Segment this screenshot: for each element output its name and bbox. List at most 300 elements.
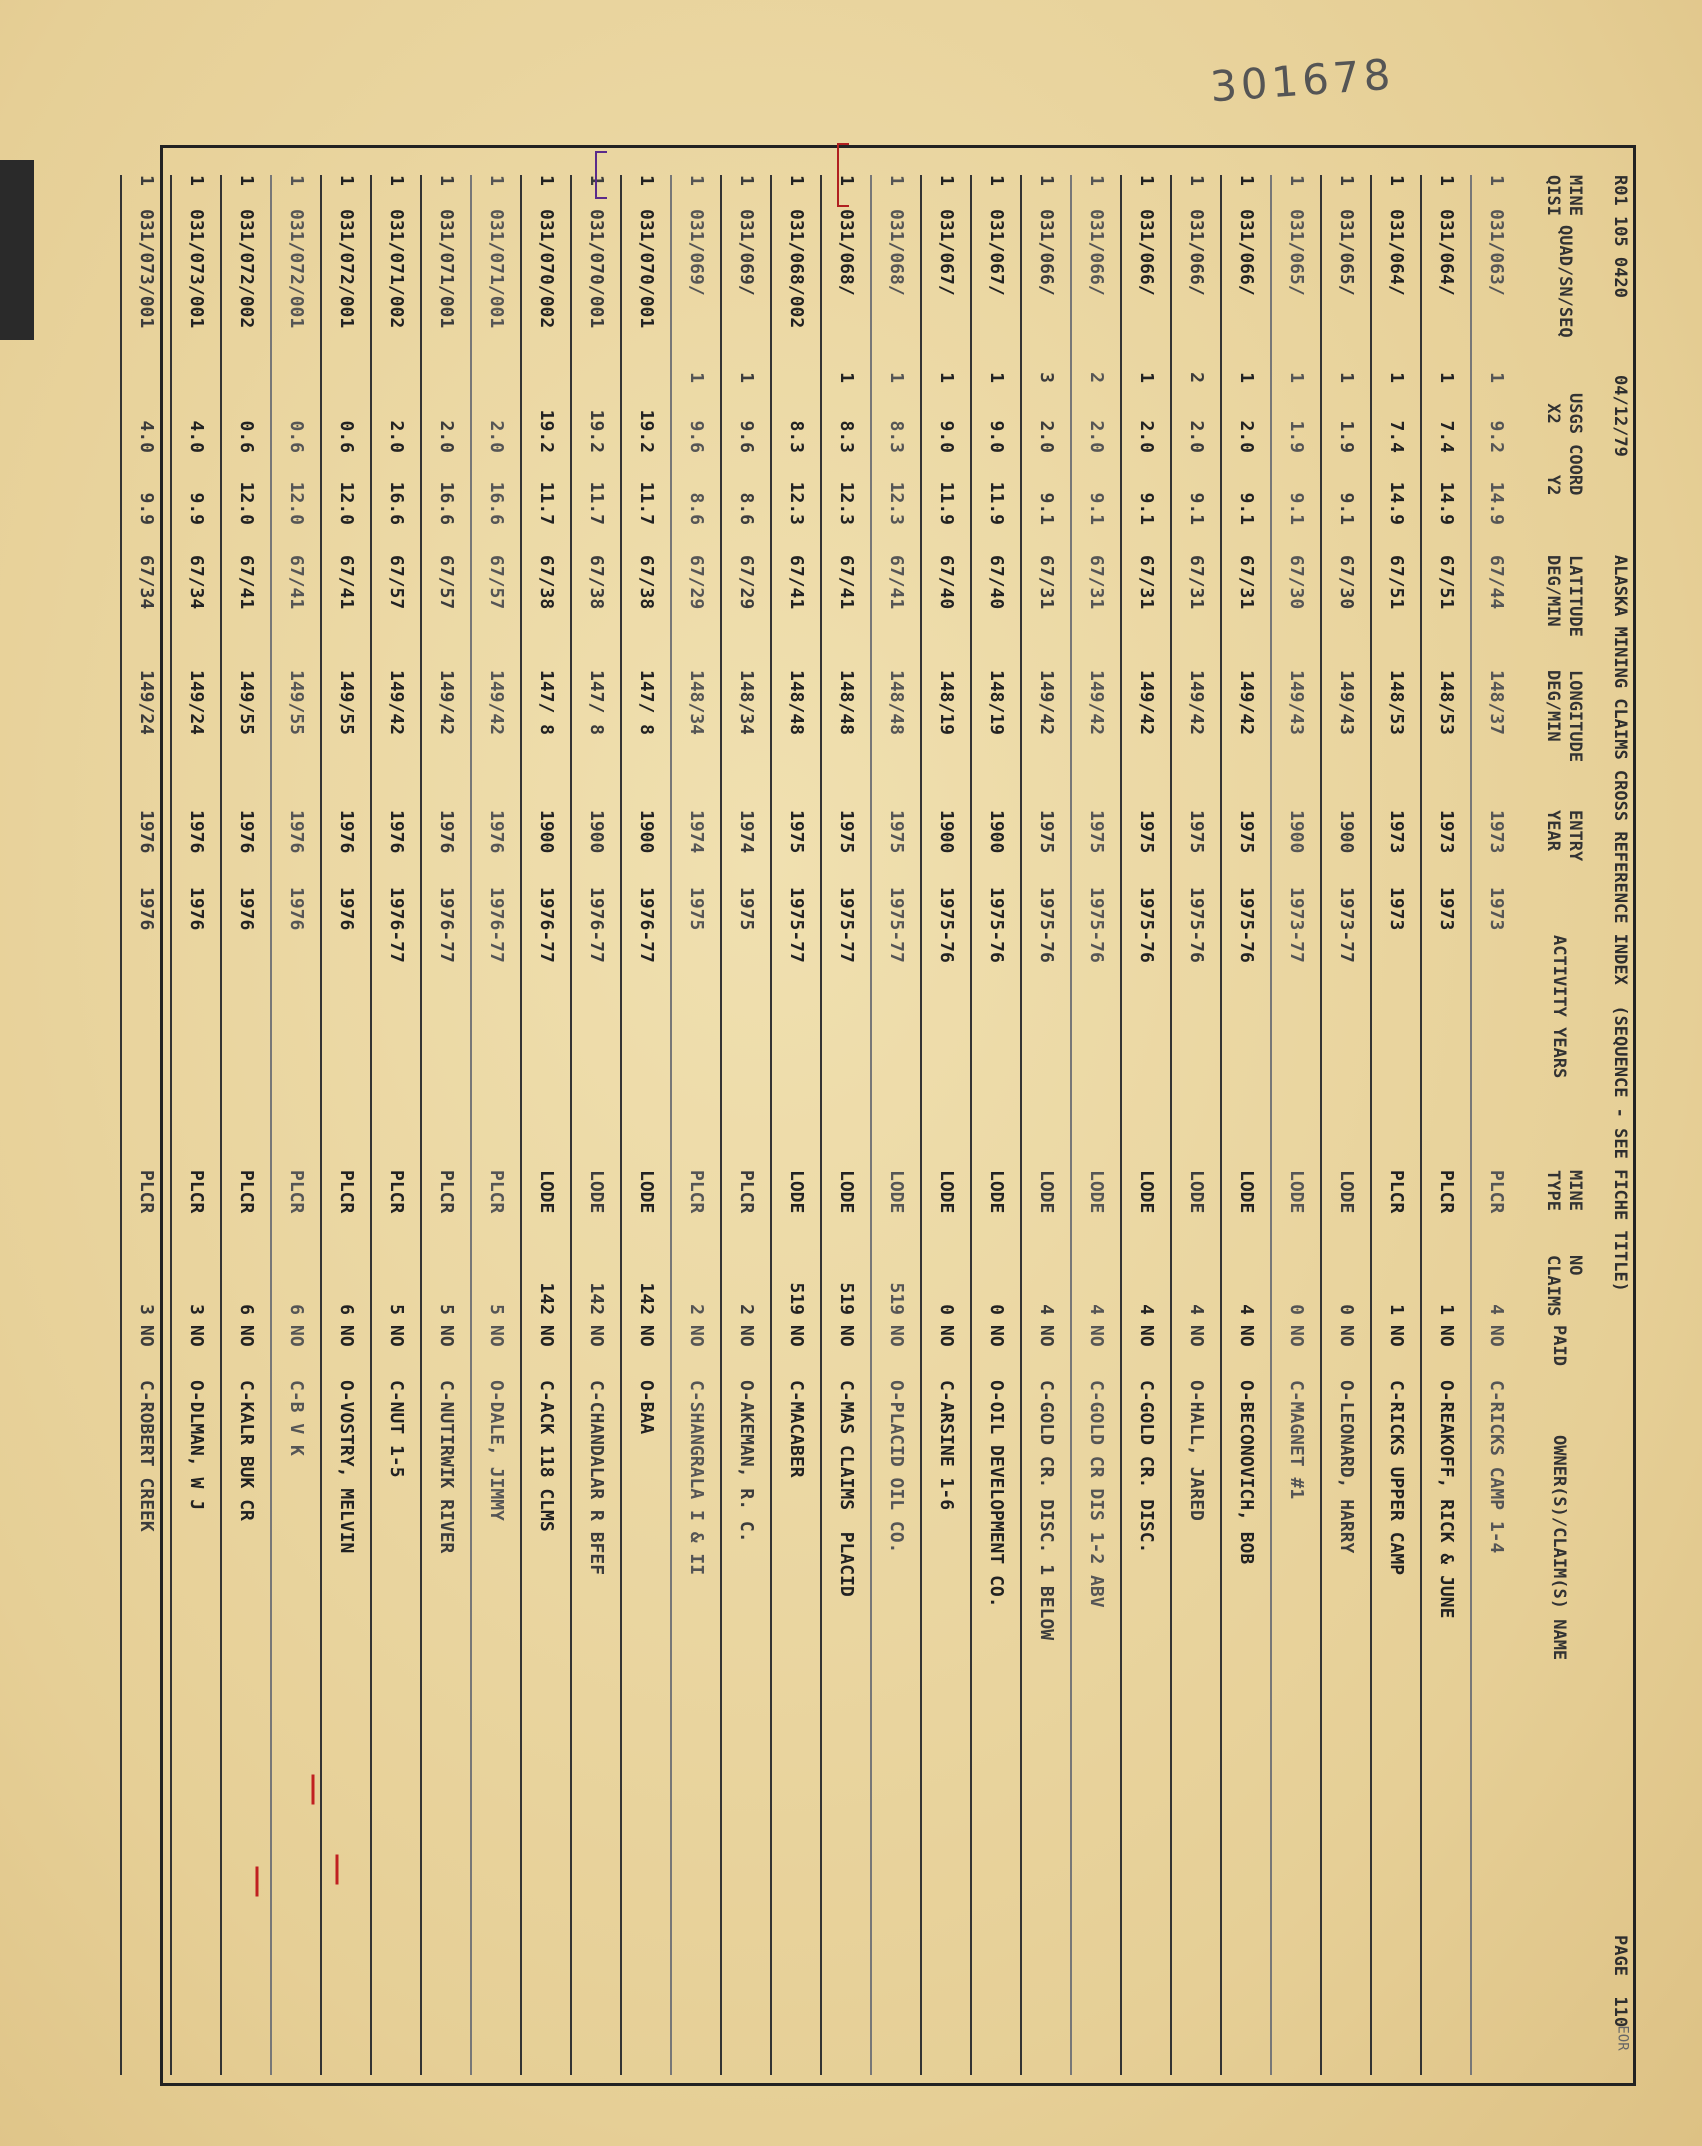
cell-mine: 1: [1286, 175, 1307, 186]
table-row: [1320, 175, 1370, 2075]
cell-mine: 1: [286, 175, 307, 186]
cell-entry: 1975: [1086, 810, 1107, 854]
table-row: [370, 175, 420, 2075]
cell-paid: NO: [486, 1325, 507, 1347]
cell-activity: 1976-77: [536, 887, 557, 963]
cell-entry: 1976: [386, 810, 407, 854]
col-lon: LONGITUDE DEG/MIN: [1543, 670, 1585, 763]
cell-entry: 1974: [736, 810, 757, 854]
cell-lat: 67/41: [836, 555, 857, 610]
table-row: [220, 175, 270, 2075]
cell-paid: NO: [936, 1325, 957, 1347]
cell-activity: 1973-77: [1286, 887, 1307, 963]
cell-entry: 1976: [236, 810, 257, 854]
cell-x: 9.0: [986, 420, 1007, 453]
cell-claims: 5: [386, 1304, 407, 1315]
cell-x: 1.9: [1336, 420, 1357, 453]
cell-activity: 1976: [236, 887, 257, 931]
cell-paid: NO: [236, 1325, 257, 1347]
cell-type: LODE: [1036, 1170, 1057, 1214]
cell-lat: 67/40: [986, 555, 1007, 610]
cell-lon: 149/43: [1286, 670, 1307, 736]
cell-y: 14.9: [1486, 481, 1507, 525]
cell-lat: 67/38: [586, 555, 607, 610]
cell-paid: NO: [1486, 1325, 1507, 1347]
cell-claims: 4: [1486, 1304, 1507, 1315]
cell-type: LODE: [1236, 1170, 1257, 1214]
cell-quad: 031/067/: [936, 209, 957, 296]
table-row: [1070, 175, 1120, 2075]
cell-claims: 1: [1436, 1304, 1457, 1315]
table-row: [1170, 175, 1220, 2075]
cell-mine: 1: [636, 175, 657, 186]
cell-quad: 031/063/: [1486, 209, 1507, 296]
cell-x: 9.0: [936, 420, 957, 453]
cell-activity: 1975-76: [1186, 887, 1207, 963]
cell-seq: 1: [736, 372, 757, 383]
cell-x: 7.4: [1386, 420, 1407, 453]
cell-type: PLCR: [486, 1170, 507, 1214]
cell-lat: 67/34: [136, 555, 157, 610]
cell-lat: 67/41: [336, 555, 357, 610]
cell-quad: 031/068/: [836, 209, 857, 296]
cell-lat: 67/41: [786, 555, 807, 610]
cell-paid: NO: [536, 1325, 557, 1347]
cell-lat: 67/31: [1236, 555, 1257, 610]
cell-seq: 1: [886, 372, 907, 383]
cell-quad: 031/068/: [886, 209, 907, 296]
cell-x: 2.0: [1236, 420, 1257, 453]
cell-owner: O-VOSTRY, MELVIN: [336, 1380, 357, 1554]
col-lat: LATITUDE DEG/MIN: [1543, 555, 1585, 637]
cell-lat: 67/51: [1436, 555, 1457, 610]
cell-y: 8.6: [736, 492, 757, 525]
cell-owner: C-CHANDALAR R BFEF: [586, 1380, 607, 1576]
cell-mine: 1: [386, 175, 407, 186]
cell-paid: NO: [1236, 1325, 1257, 1347]
cell-activity: 1975: [736, 887, 757, 931]
cell-entry: 1900: [936, 810, 957, 854]
cell-activity: 1975-77: [886, 887, 907, 963]
cell-lon: 148/19: [986, 670, 1007, 736]
cell-activity: 1976-77: [386, 887, 407, 963]
table-row: [1270, 175, 1320, 2075]
cell-lat: 67/30: [1286, 555, 1307, 610]
table-row: [120, 175, 170, 2075]
cell-y: 14.9: [1386, 481, 1407, 525]
cell-x: 0.6: [286, 420, 307, 453]
cell-type: LODE: [586, 1170, 607, 1214]
cell-x: 19.2: [636, 409, 657, 453]
cell-entry: 1975: [1236, 810, 1257, 854]
table-row: [1470, 175, 1520, 2075]
cell-seq: 1: [1436, 372, 1457, 383]
table-row: [1220, 175, 1270, 2075]
cell-owner: C-RICKS CAMP 1-4: [1486, 1380, 1507, 1554]
cell-activity: 1975-76: [936, 887, 957, 963]
cell-paid: NO: [636, 1325, 657, 1347]
cell-entry: 1973: [1386, 810, 1407, 854]
cell-lat: 67/41: [286, 555, 307, 610]
cell-lat: 67/41: [886, 555, 907, 610]
cell-owner: O-BAA: [636, 1380, 657, 1435]
table-row: [320, 175, 370, 2075]
cell-quad: 031/072/002: [236, 209, 257, 329]
cell-claims: 142: [586, 1282, 607, 1315]
cell-x: 2.0: [486, 420, 507, 453]
cell-paid: NO: [786, 1325, 807, 1347]
cell-lon: 148/48: [786, 670, 807, 736]
cell-lat: 67/38: [536, 555, 557, 610]
cell-entry: 1976: [186, 810, 207, 854]
cell-type: PLCR: [1486, 1170, 1507, 1214]
cell-type: PLCR: [1436, 1170, 1457, 1214]
cell-claims: 4: [1086, 1304, 1107, 1315]
cell-owner: O-PLACID OIL CO.: [886, 1380, 907, 1554]
cell-type: LODE: [1286, 1170, 1307, 1214]
cell-owner: C-ROBERT CREEK: [136, 1380, 157, 1532]
cell-y: 14.9: [1436, 481, 1457, 525]
cell-claims: 6: [236, 1304, 257, 1315]
cell-owner: C-SHANGRALA I & II: [686, 1380, 707, 1576]
cell-seq: 1: [1286, 372, 1307, 383]
col-paid: PAID: [1549, 1325, 1569, 1366]
cell-type: LODE: [536, 1170, 557, 1214]
cell-lat: 67/31: [1136, 555, 1157, 610]
cell-paid: NO: [1386, 1325, 1407, 1347]
cell-lon: 147/ 8: [636, 670, 657, 736]
cell-x: 2.0: [1136, 420, 1157, 453]
cell-lat: 67/40: [936, 555, 957, 610]
cell-lon: 149/42: [386, 670, 407, 736]
cell-mine: 1: [1336, 175, 1357, 186]
table-row: [1370, 175, 1420, 2075]
cell-x: 2.0: [1086, 420, 1107, 453]
cell-mine: 1: [886, 175, 907, 186]
cell-seq: 1: [836, 372, 857, 383]
cell-lon: 148/53: [1386, 670, 1407, 736]
cell-seq: 1: [1236, 372, 1257, 383]
cell-entry: 1975: [886, 810, 907, 854]
table-row: [670, 175, 720, 2075]
cell-y: 9.1: [1336, 492, 1357, 525]
cell-activity: 1976-77: [436, 887, 457, 963]
cell-claims: 4: [1236, 1304, 1257, 1315]
cell-y: 11.9: [936, 481, 957, 525]
cell-type: PLCR: [336, 1170, 357, 1214]
cell-owner: O-OIL DEVELOPMENT CO.: [986, 1380, 1007, 1608]
cell-quad: 031/067/: [986, 209, 1007, 296]
cell-y: 12.0: [236, 481, 257, 525]
cell-claims: 6: [286, 1304, 307, 1315]
cell-x: 4.0: [136, 420, 157, 453]
cell-x: 7.4: [1436, 420, 1457, 453]
cell-mine: 1: [1436, 175, 1457, 186]
cell-mine: 1: [1386, 175, 1407, 186]
cell-y: 11.7: [536, 481, 557, 525]
cell-entry: 1975: [1036, 810, 1057, 854]
table-row: [870, 175, 920, 2075]
cell-lon: 148/34: [686, 670, 707, 736]
cell-lon: 148/48: [836, 670, 857, 736]
cell-mine: 1: [836, 175, 857, 186]
cell-claims: 4: [1136, 1304, 1157, 1315]
cell-claims: 3: [136, 1304, 157, 1315]
cell-type: LODE: [836, 1170, 857, 1214]
red-bracket-mark: [837, 143, 849, 207]
cell-quad: 031/072/001: [286, 209, 307, 329]
cell-paid: NO: [136, 1325, 157, 1347]
table-row: [520, 175, 570, 2075]
cell-type: LODE: [936, 1170, 957, 1214]
cell-lon: 149/55: [336, 670, 357, 736]
cell-quad: 031/070/001: [586, 209, 607, 329]
cell-lat: 67/38: [636, 555, 657, 610]
cell-activity: 1975-77: [786, 887, 807, 963]
cell-x: 0.6: [236, 420, 257, 453]
cell-type: PLCR: [236, 1170, 257, 1214]
cell-entry: 1900: [1286, 810, 1307, 854]
cell-x: 2.0: [1186, 420, 1207, 453]
cell-entry: 1975: [786, 810, 807, 854]
cell-lon: 148/34: [736, 670, 757, 736]
cell-paid: NO: [286, 1325, 307, 1347]
cell-claims: 0: [986, 1304, 1007, 1315]
cell-mine: 1: [1036, 175, 1057, 186]
cell-activity: 1975: [686, 887, 707, 931]
cell-paid: NO: [586, 1325, 607, 1347]
cell-paid: NO: [886, 1325, 907, 1347]
cell-entry: 1973: [1486, 810, 1507, 854]
cell-mine: 1: [436, 175, 457, 186]
cell-paid: NO: [436, 1325, 457, 1347]
cell-seq: 1: [1336, 372, 1357, 383]
cell-claims: 2: [686, 1304, 707, 1315]
cell-type: LODE: [636, 1170, 657, 1214]
cell-x: 19.2: [536, 409, 557, 453]
cell-lat: 67/31: [1086, 555, 1107, 610]
table-row: [470, 175, 520, 2075]
cell-mine: 1: [486, 175, 507, 186]
cell-owner: O-REAKOFF, RICK & JUNE: [1436, 1380, 1457, 1619]
cell-owner: C-MACABER: [786, 1380, 807, 1478]
cell-y: 16.6: [386, 481, 407, 525]
cell-activity: 1975-76: [1236, 887, 1257, 963]
table-row: [820, 175, 870, 2075]
cell-lon: 149/42: [1236, 670, 1257, 736]
cell-entry: 1975: [1186, 810, 1207, 854]
cell-paid: NO: [186, 1325, 207, 1347]
cell-entry: 1900: [586, 810, 607, 854]
cell-mine: 1: [686, 175, 707, 186]
table-row: [1120, 175, 1170, 2075]
cell-y: 9.1: [1286, 492, 1307, 525]
table-row: [920, 175, 970, 2075]
cell-activity: 1976: [286, 887, 307, 931]
cell-type: PLCR: [286, 1170, 307, 1214]
cell-claims: 142: [636, 1282, 657, 1315]
report-date: 04/12/79: [1610, 375, 1630, 457]
cell-lat: 67/31: [1036, 555, 1057, 610]
cell-y: 11.9: [986, 481, 1007, 525]
cell-owner: C-RICKS UPPER CAMP: [1386, 1380, 1407, 1576]
col-claims: NO CLAIMS: [1543, 1255, 1585, 1317]
rotated-printout: [136, 175, 1630, 2075]
cell-seq: 1: [1136, 372, 1157, 383]
cell-owner: C-KALR BUK CR: [236, 1380, 257, 1521]
cell-claims: 4: [1186, 1304, 1207, 1315]
cell-lon: 149/24: [136, 670, 157, 736]
cell-mine: 1: [786, 175, 807, 186]
cell-y: 9.1: [1186, 492, 1207, 525]
cell-mine: 1: [536, 175, 557, 186]
cell-seq: 1: [986, 372, 1007, 383]
cell-type: LODE: [1336, 1170, 1357, 1214]
cell-x: 9.6: [686, 420, 707, 453]
cell-x: 19.2: [586, 409, 607, 453]
col-activity: ACTIVITY YEARS: [1549, 935, 1569, 1079]
cell-y: 9.9: [186, 492, 207, 525]
cell-claims: 0: [936, 1304, 957, 1315]
footer-eor: EOR: [1614, 2025, 1631, 2051]
cell-lat: 67/44: [1486, 555, 1507, 610]
cell-quad: 031/064/: [1436, 209, 1457, 296]
cell-y: 9.1: [1236, 492, 1257, 525]
report-id: R01 105 0420: [1610, 175, 1630, 298]
report-header: [1598, 175, 1630, 2075]
cell-lon: 149/42: [1086, 670, 1107, 736]
table-row: [1420, 175, 1470, 2075]
cell-y: 11.7: [636, 481, 657, 525]
cell-lat: 67/51: [1386, 555, 1407, 610]
cell-owner: O-AKEMAN, R. C.: [736, 1380, 757, 1543]
cell-seq: 1: [686, 372, 707, 383]
cell-lat: 67/57: [386, 555, 407, 610]
cell-paid: NO: [686, 1325, 707, 1347]
cell-x: 2.0: [436, 420, 457, 453]
cell-entry: 1976: [436, 810, 457, 854]
cell-quad: 031/068/002: [786, 209, 807, 329]
cell-y: 12.3: [836, 481, 857, 525]
cell-claims: 519: [786, 1282, 807, 1315]
cell-lat: 67/34: [186, 555, 207, 610]
cell-mine: 1: [936, 175, 957, 186]
cell-x: 1.9: [1286, 420, 1307, 453]
cell-quad: 031/066/: [1036, 209, 1057, 296]
cell-type: LODE: [1086, 1170, 1107, 1214]
cell-paid: NO: [1136, 1325, 1157, 1347]
cell-activity: 1976: [136, 887, 157, 931]
cell-mine: 1: [336, 175, 357, 186]
cell-owner: O-HALL, JARED: [1186, 1380, 1207, 1521]
cell-type: LODE: [886, 1170, 907, 1214]
cell-entry: 1975: [1136, 810, 1157, 854]
red-tick-mark: [336, 1855, 339, 1885]
cell-mine: 1: [1086, 175, 1107, 186]
cell-activity: 1976: [186, 887, 207, 931]
cell-y: 12.0: [286, 481, 307, 525]
cell-activity: 1976-77: [636, 887, 657, 963]
cell-lon: 147/ 8: [586, 670, 607, 736]
cell-lon: 149/55: [286, 670, 307, 736]
cell-activity: 1975-77: [836, 887, 857, 963]
cell-lat: 67/57: [436, 555, 457, 610]
claims-table: [120, 175, 1520, 2075]
cell-entry: 1976: [286, 810, 307, 854]
cell-y: 16.6: [486, 481, 507, 525]
cell-activity: 1973: [1436, 887, 1457, 931]
cell-lat: 67/57: [486, 555, 507, 610]
table-row: [970, 175, 1020, 2075]
cell-y: 9.1: [1136, 492, 1157, 525]
cell-type: LODE: [986, 1170, 1007, 1214]
cell-entry: 1900: [636, 810, 657, 854]
cell-paid: NO: [1436, 1325, 1457, 1347]
cell-seq: 1: [936, 372, 957, 383]
cell-x: 9.6: [736, 420, 757, 453]
cell-paid: NO: [1336, 1325, 1357, 1347]
cell-quad: 031/069/: [736, 209, 757, 296]
cell-y: 12.0: [336, 481, 357, 525]
cell-seq: 3: [1036, 372, 1057, 383]
cell-lat: 67/29: [736, 555, 757, 610]
cell-type: LODE: [1136, 1170, 1157, 1214]
document-id-stamp: 301678: [1208, 49, 1396, 112]
cell-lon: 148/37: [1486, 670, 1507, 736]
cell-paid: NO: [336, 1325, 357, 1347]
cell-owner: O-BECONOVICH, BOB: [1236, 1380, 1257, 1565]
cell-lon: 148/53: [1436, 670, 1457, 736]
cell-quad: 031/065/: [1286, 209, 1307, 296]
column-headers: [1526, 175, 1586, 2075]
cell-mine: 1: [1186, 175, 1207, 186]
cell-claims: 519: [886, 1282, 907, 1315]
cell-owner: C-NUTIRWIK RIVER: [436, 1380, 457, 1554]
cell-type: PLCR: [136, 1170, 157, 1214]
red-tick-mark: [312, 1775, 315, 1805]
col-quad: QUAD/SN/SEQ: [1555, 225, 1575, 338]
cell-paid: NO: [1186, 1325, 1207, 1347]
cell-owner: C-NUT 1-5: [386, 1380, 407, 1478]
cell-mine: 1: [1486, 175, 1507, 186]
cell-lon: 148/19: [936, 670, 957, 736]
col-mine: MINE QISI: [1543, 175, 1585, 216]
cell-owner: C-GOLD CR DIS 1-2 ABV: [1086, 1380, 1107, 1608]
cell-quad: 031/066/: [1136, 209, 1157, 296]
cell-type: PLCR: [386, 1170, 407, 1214]
col-owner: OWNER(S)/CLAIM(S) NAME: [1549, 1435, 1569, 1661]
cell-y: 9.1: [1086, 492, 1107, 525]
cell-x: 8.3: [886, 420, 907, 453]
cell-y: 9.1: [1036, 492, 1057, 525]
cell-lon: 147/ 8: [536, 670, 557, 736]
cell-mine: 1: [236, 175, 257, 186]
table-row: [770, 175, 820, 2075]
cell-entry: 1900: [1336, 810, 1357, 854]
cell-activity: 1976-77: [486, 887, 507, 963]
cell-claims: 6: [336, 1304, 357, 1315]
cell-seq: 1: [1486, 372, 1507, 383]
cell-y: 11.7: [586, 481, 607, 525]
cell-seq: 1: [1386, 372, 1407, 383]
cell-claims: 142: [536, 1282, 557, 1315]
cell-quad: 031/071/002: [386, 209, 407, 329]
cell-paid: NO: [1086, 1325, 1107, 1347]
red-tick-mark: [256, 1867, 259, 1897]
cell-mine: 1: [186, 175, 207, 186]
cell-y: 16.6: [436, 481, 457, 525]
cell-mine: 1: [736, 175, 757, 186]
